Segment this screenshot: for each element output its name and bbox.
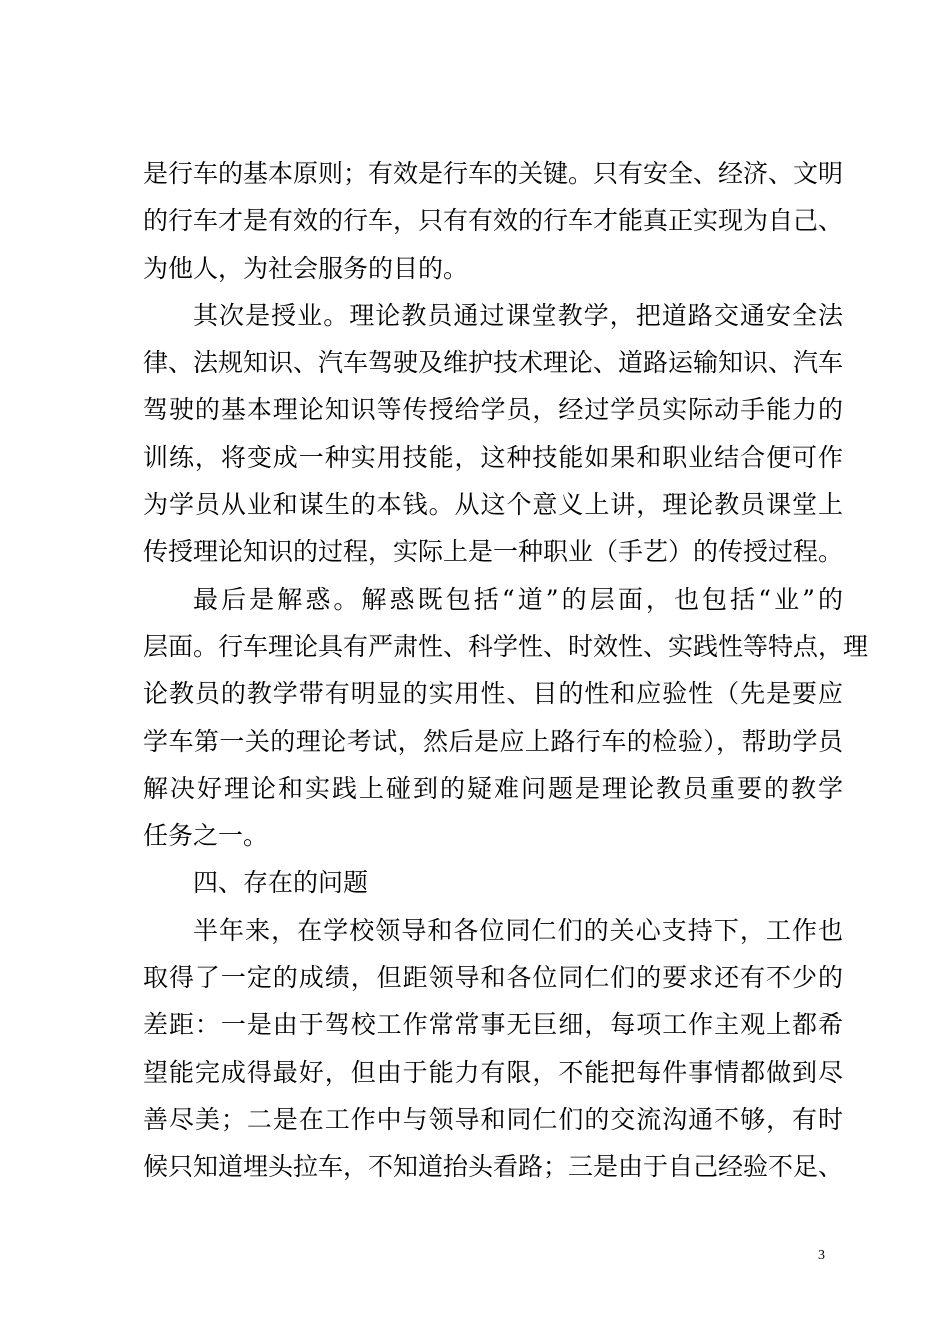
text-line: 训练，将变成一种实用技能，这种技能如果和职业结合便可作 — [143, 442, 843, 472]
body-text — [143, 150, 869, 1191]
text-line: 善尽美；二是在工作中与领导和同仁们的交流沟通不够，有时 — [143, 1104, 843, 1134]
text-line: 取得了一定的成绩，但距领导和各位同仁们的要求还有不少的 — [143, 963, 843, 993]
text-line: 解决好理论和实践上碰到的疑难问题是理论教员重要的教学 — [143, 773, 843, 803]
text-line: 为他人，为社会服务的目的。 — [143, 253, 469, 283]
text-line: 望能完成得最好，但由于能力有限，不能把每件事情都做到尽 — [143, 1057, 843, 1087]
text-line: 其次是授业。理论教员通过课堂教学，把道路交通安全法 — [193, 300, 843, 330]
text-line: 驾驶的基本理论知识等传授给学员，经过学员实际动手能力的 — [143, 395, 843, 425]
text-line: 最后是解惑。解惑既包括“道”的层面，也包括“业”的 — [193, 584, 843, 614]
text-line: 半年来，在学校领导和各位同仁们的关心支持下，工作也 — [193, 915, 843, 945]
text-line: 为学员从业和谋生的本钱。从这个意义上讲，理论教员课堂上 — [143, 490, 843, 520]
text-line: 是行车的基本原则；有效是行车的关键。只有安全、经济、文明 — [143, 159, 844, 188]
text-line: 层面。行车理论具有严肃性、科学性、时效性、实践性等特点，理 — [143, 631, 869, 661]
text-line: 律、法规知识、汽车驾驶及维护技术理论、道路运输知识、汽车 — [143, 348, 844, 378]
text-line: 传授理论知识的过程，实际上是一种职业（手艺）的传授过程。 — [143, 537, 844, 567]
text-line: 的行车才是有效的行车，只有有效的行车才能真正实现为自己、 — [143, 206, 844, 236]
text-line: 候只知道埋头拉车，不知道抬头看路；三是由于自己经验不足、 — [143, 1152, 844, 1182]
section-heading: 四、存在的问题 — [193, 868, 369, 898]
text-line: 差距：一是由于驾校工作常常事无巨细，每项工作主观上都希 — [143, 1010, 843, 1040]
text-line: 任务之一。 — [143, 821, 269, 851]
text-line: 学车第一关的理论考试，然后是应上路行车的检验），帮助学员 — [143, 726, 843, 756]
text-line: 论教员的教学带有明显的实用性、目的性和应验性（先是要应 — [143, 679, 843, 709]
page-number: 3 — [818, 1248, 825, 1263]
